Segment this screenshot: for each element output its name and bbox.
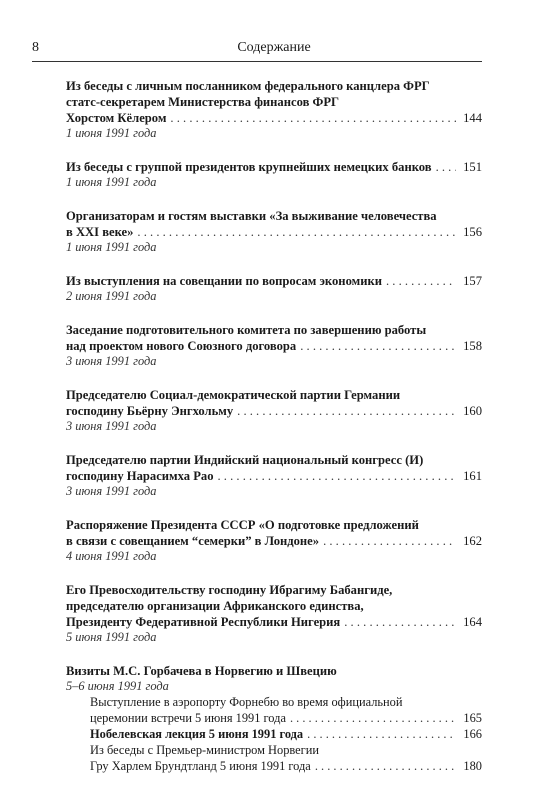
section-title: Визиты М.С. Горбачева в Норвегию и Швецию	[66, 664, 337, 678]
entry-page-number: 144	[463, 111, 482, 125]
dot-leader	[436, 159, 456, 175]
header-rule	[32, 61, 482, 62]
toc-entry[interactable]	[66, 387, 482, 434]
section-items	[90, 694, 482, 774]
entry-date: 3 июня 1991 года	[66, 419, 157, 433]
entry-page-number: 180	[463, 759, 482, 773]
dot-leader	[344, 614, 456, 630]
entry-page-number: 151	[463, 160, 482, 174]
entry-title-line: Из беседы с Премьер-министром Норвегии	[90, 743, 320, 757]
dot-leader	[218, 468, 457, 484]
entry-page-number: 158	[463, 339, 482, 353]
entry-title-line: Организаторам и гостям выставки «За выживание человечества	[66, 209, 437, 223]
entry-page-number: 161	[463, 469, 482, 483]
entry-date: 1 июня 1991 года	[66, 175, 157, 189]
entry-title-line: Из беседы с личным посланником федерального канцлера ФРГ	[66, 79, 430, 93]
dot-leader	[300, 338, 456, 354]
entry-page-number: 165	[463, 711, 482, 725]
dot-leader	[323, 533, 456, 549]
entry-title-line: Выступление в аэропорту Форнебю во время официальной	[90, 695, 403, 709]
entry-title-line: Из беседы с группой президентов крупнейших немецких банков	[66, 160, 432, 174]
toc-entry[interactable]	[66, 273, 482, 304]
entry-title-line: Из выступления на совещании по вопросам экономики	[66, 274, 382, 288]
entry-date: 1 июня 1991 года	[66, 126, 157, 140]
entry-date: 1 июня 1991 года	[66, 240, 157, 254]
entry-title-line: Председателю партии Индийский национальный конгресс (И)	[66, 453, 424, 467]
toc-subentry[interactable]	[90, 742, 482, 774]
entry-title-line: Президенту Федеративной Республики Нигерия	[66, 615, 341, 629]
entry-page-number: 162	[463, 534, 482, 548]
entry-title-line: Председателю Социал-демократической партии Германии	[66, 388, 401, 402]
toc-subentry[interactable]	[90, 694, 482, 726]
toc-entries	[66, 78, 482, 645]
running-header	[32, 40, 482, 58]
entry-page-number: 164	[463, 615, 482, 629]
page-number: 8	[32, 40, 39, 55]
dot-leader	[307, 726, 456, 742]
entry-title-line: статс-секретарем Министерства финансов ФРГ	[66, 95, 340, 109]
toc-entry[interactable]	[66, 78, 482, 141]
toc-entry[interactable]	[66, 208, 482, 255]
entry-date: 3 июня 1991 года	[66, 484, 157, 498]
section-date: 5–6 июня 1991 года	[66, 679, 169, 693]
entry-title-line: Его Превосходительству господину Ибрагиму Бабангиде,	[66, 583, 393, 597]
entry-page-number: 157	[463, 274, 482, 288]
toc-entry[interactable]	[66, 452, 482, 499]
entry-title-line: Нобелевская лекция 5 июня 1991 года	[90, 727, 304, 741]
entry-date: 2 июня 1991 года	[66, 289, 157, 303]
toc-entry[interactable]	[66, 582, 482, 645]
entry-title-line: Заседание подготовительного комитета по завершению работы	[66, 323, 427, 337]
toc-subentry[interactable]	[90, 726, 482, 742]
entry-title-line: в связи с совещанием “семерки” в Лондоне»	[66, 534, 320, 548]
dot-leader	[386, 273, 456, 289]
entry-date: 5 июня 1991 года	[66, 630, 157, 644]
entry-title-line: над проектом нового Союзного договора	[66, 339, 297, 353]
entry-title-line: Гру Харлем Брундтланд 5 июня 1991 года	[90, 759, 311, 773]
entry-title-line: председателю организации Африканского единства,	[66, 599, 364, 613]
entry-date: 4 июня 1991 года	[66, 549, 157, 563]
entry-title-line: господину Бьёрну Энгхольму	[66, 404, 234, 418]
dot-leader	[237, 403, 456, 419]
toc-entry[interactable]	[66, 517, 482, 564]
dot-leader	[170, 110, 456, 126]
dot-leader	[290, 710, 456, 726]
entry-title-line: церемонии встречи 5 июня 1991 года	[90, 711, 286, 725]
toc-section-visits	[66, 663, 482, 774]
running-title: Содержание	[237, 40, 311, 55]
dot-leader	[137, 224, 456, 240]
entry-title-line: господину Нарасимха Рао	[66, 469, 214, 483]
toc-entry[interactable]	[66, 159, 482, 190]
entry-page-number: 156	[463, 225, 482, 239]
dot-leader	[315, 758, 456, 774]
toc-entry[interactable]	[66, 322, 482, 369]
entry-page-number: 160	[463, 404, 482, 418]
entry-title-line: в XXI веке»	[66, 225, 134, 239]
entry-page-number: 166	[463, 727, 482, 741]
entry-title-line: Хорстом Кёлером	[66, 111, 167, 125]
toc-page	[32, 40, 482, 792]
entry-title-line: Распоряжение Президента СССР «О подготовке предложений	[66, 518, 419, 532]
entry-date: 3 июня 1991 года	[66, 354, 157, 368]
